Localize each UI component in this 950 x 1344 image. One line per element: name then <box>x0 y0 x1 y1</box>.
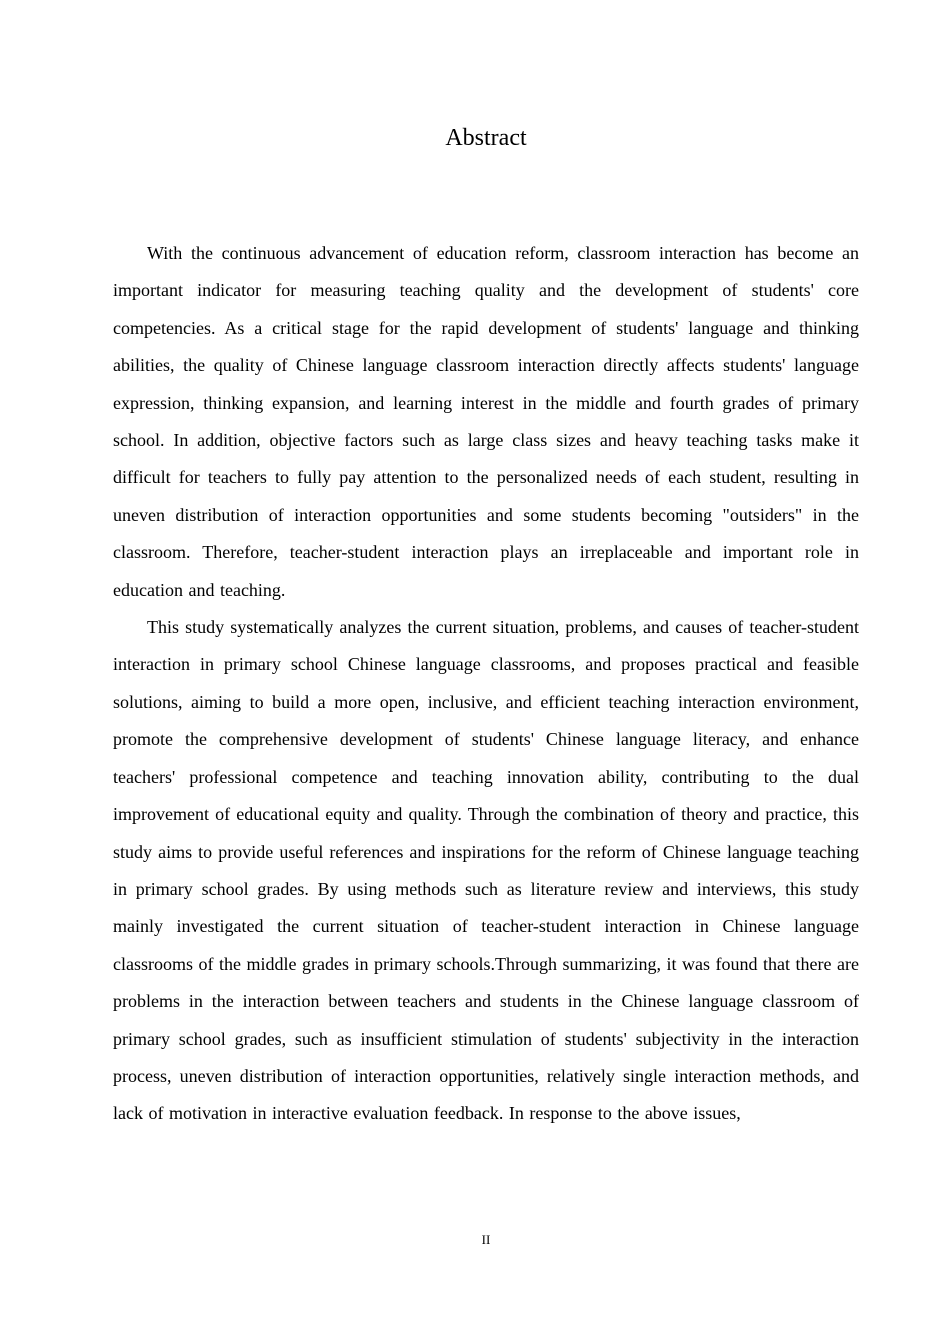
page-number: II <box>481 1232 491 1247</box>
abstract-paragraph-2: This study systematically analyzes the current situation, problems, and causes of teacher-student interaction in primary school Chinese language classrooms, and proposes practical and feasible solutions, aiming to build a more open, inclusive, and efficient teaching interaction environment, promote the comprehensive development of students' Chinese language literacy, and enhance teachers' professional competence and teaching innovation ability, contributing to the dual improvement of educational equity and quality. Through the combination of theory and practice, this study aims to provide useful references and inspirations for the reform of Chinese language teaching in primary school grades. By using methods such as literature review and interviews, this study mainly investigated the current situation of teacher-student interaction in Chinese language classrooms of the middle grades in primary schools.Through summarizing, it was found that there are problems in the interaction between teachers and students in the Chinese language classroom of primary school grades, such as insufficient stimulation of students' subjectivity in the interaction process, uneven distribution of interaction opportunities, relatively single interaction methods, and lack of motivation in interactive evaluation feedback. In response to the above issues, <box>113 617 859 1124</box>
abstract-paragraph-1: With the continuous advancement of education reform, classroom interaction has become an important indicator for measuring teaching quality and the development of students' core competencies. As a critical stage for the rapid development of students' language and thinking abilities, the quality of Chinese language classroom interaction directly affects students' language expression, thinking expansion, and learning interest in the middle and fourth grades of primary school. In addition, objective factors such as large class sizes and heavy teaching tasks make it difficult for teachers to fully pay attention to the personalized needs of each student, resulting in uneven distribution of interaction opportunities and some students becoming "outsiders" in the classroom. Therefore, teacher-student interaction plays an irreplaceable and important role in education and teaching. <box>113 243 859 600</box>
abstract-title: Abstract <box>445 125 527 151</box>
abstract-body <box>113 235 859 1133</box>
